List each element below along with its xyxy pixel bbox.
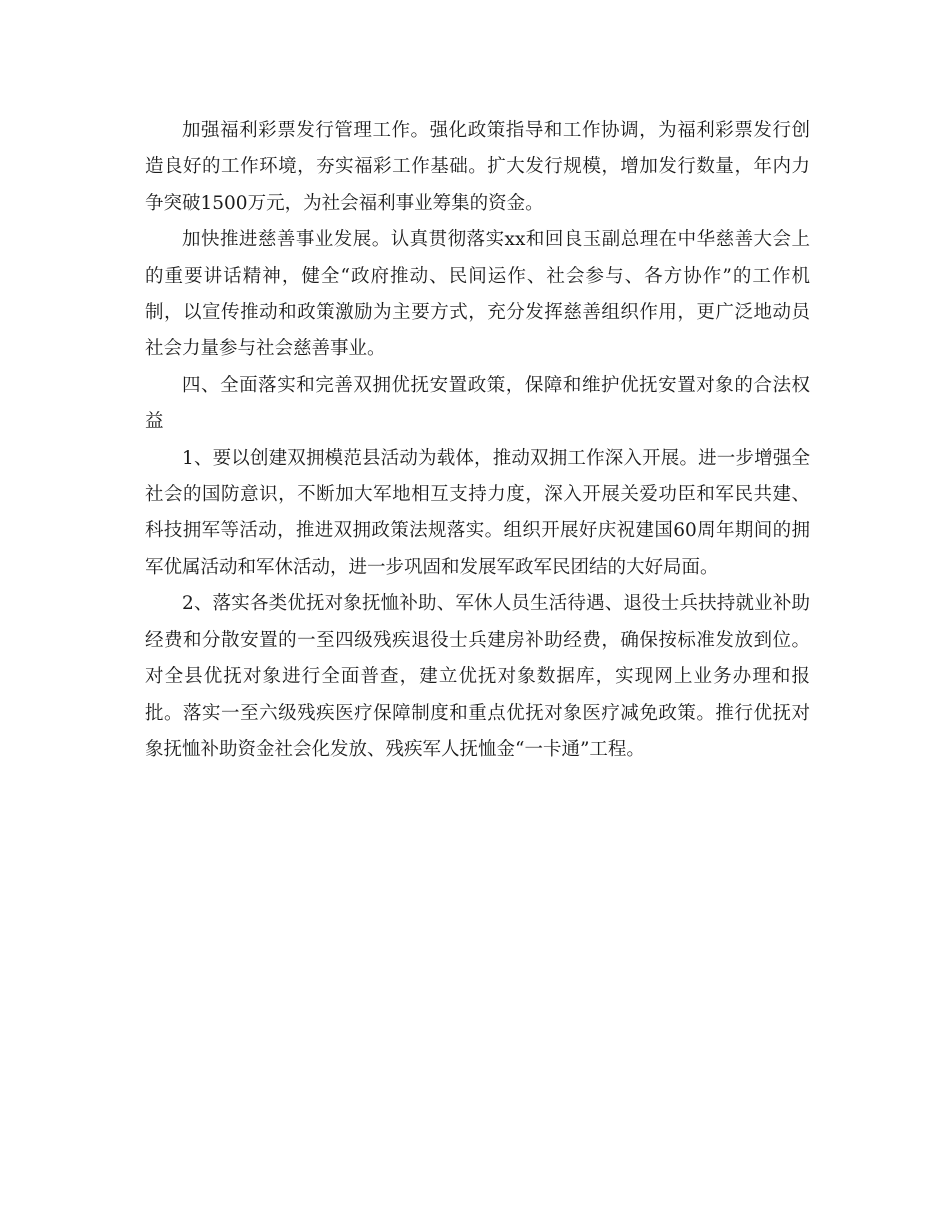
paragraph-welfare-lottery: 加强福利彩票发行管理工作。强化政策指导和工作协调，为福利彩票发行创造良好的工作环境，夯实福彩工作基础。扩大发行规模，增加发行数量，年内力争突破1500万元，为社会福利事业筹集的资金。 [145, 120, 810, 214]
document-body [145, 113, 810, 768]
paragraph-item-1: 1、要以创建双拥模范县活动为载体，推动双拥工作深入开展。进一步增强全社会的国防意识，不断加大军地相互支持力度，深入开展关爱功臣和军民共建、科技拥军等活动，推进双拥政策法规落实。组织开展好庆祝建国60周年期间的拥军优属活动和军休活动，进一步巩固和发展军政军民团结的大好局面。 [145, 447, 810, 578]
paragraph-charity: 加快推进慈善事业发展。认真贯彻落实xx和回良玉副总理在中华慈善大会上的重要讲话精神，健全“政府推动、民间运作、社会参与、各方协作”的工作机制，以宣传推动和政策激励为主要方式，充分发挥慈善组织作用，更广泛地动员社会力量参与社会慈善事业。 [145, 229, 810, 360]
section-heading-four: 四、全面落实和完善双拥优抚安置政策，保障和维护优抚安置对象的合法权益 [145, 374, 810, 433]
paragraph-item-2: 2、落实各类优抚对象抚恤补助、军休人员生活待遇、退役士兵扶持就业补助经费和分散安置的一至四级残疾退役士兵建房补助经费，确保按标准发放到位。对全县优抚对象进行全面普查，建立优抚对象数据库，实现网上业务办理和报批。落实一至六级残疾医疗保障制度和重点优抚对象医疗减免政策。推行优抚对象抚恤补助资金社会化发放、残疾军人抚恤金“一卡通”工程。 [145, 593, 810, 760]
